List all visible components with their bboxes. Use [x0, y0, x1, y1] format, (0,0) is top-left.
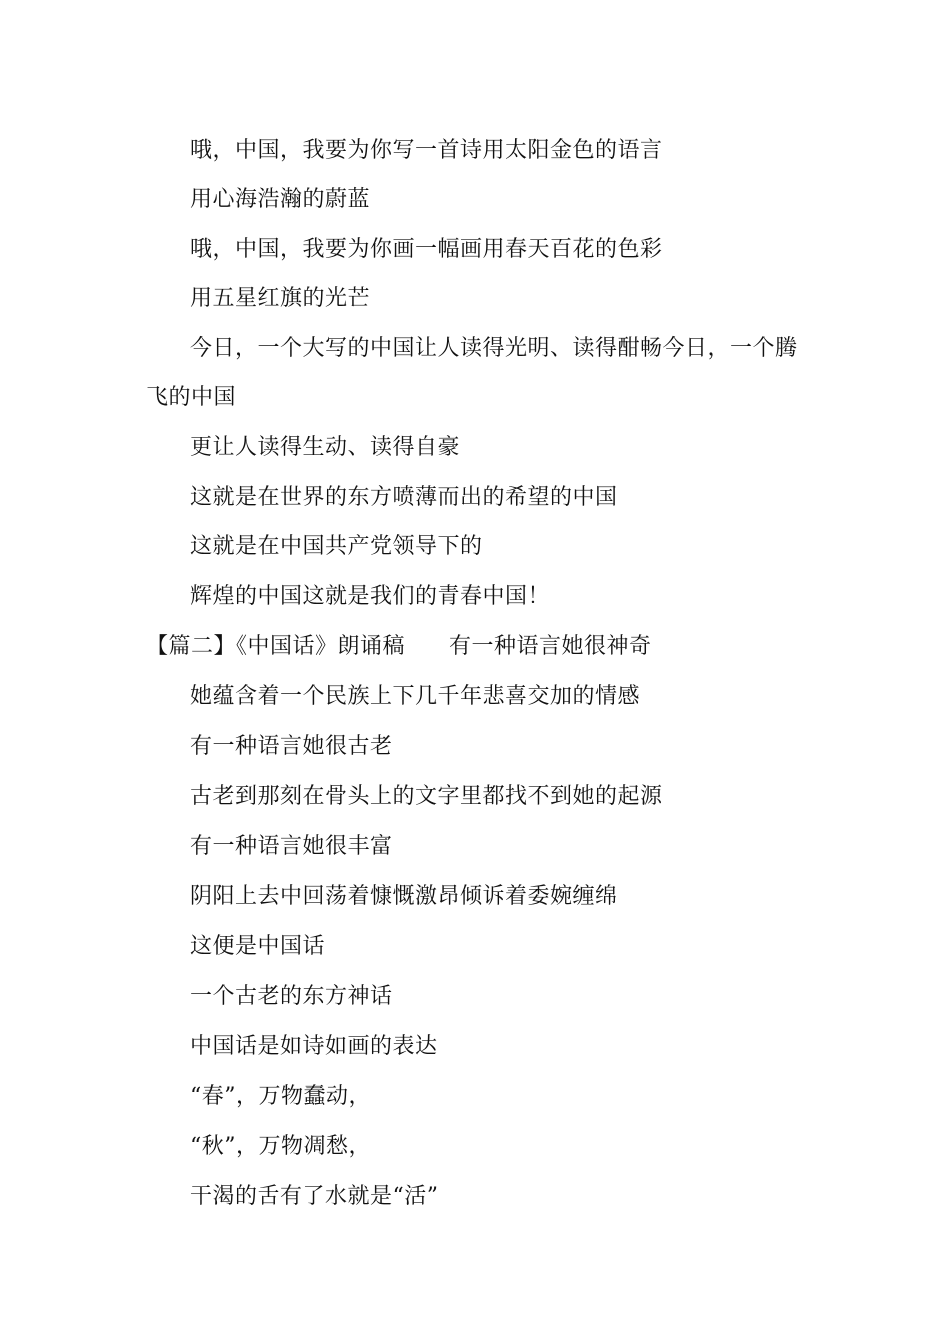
poem-line: 辉煌的中国这就是我们的青春中国！ [190, 584, 551, 609]
poem-line: “秋”，万物凋愁， [190, 1134, 371, 1159]
poem-line: 今日，一个大写的中国让人读得光明、读得酣畅今日，一个腾 [190, 336, 798, 361]
poem-line: 用心海浩瀚的蔚蓝 [190, 187, 371, 212]
poem-line: 更让人读得生动、读得自豪 [190, 435, 461, 460]
section-heading-line [146, 632, 652, 662]
section-first-line: 有一种语言她很神奇 [449, 634, 652, 659]
poem-line: 有一种语言她很丰富 [190, 834, 393, 859]
poem-line: 这就是在中国共产党领导下的 [190, 534, 483, 559]
poem-line: 一个古老的东方神话 [190, 984, 393, 1009]
poem-line: 这便是中国话 [190, 934, 326, 959]
poem-line-continuation: 飞的中国 [146, 385, 237, 410]
poem-line: 中国话是如诗如画的表达 [190, 1034, 438, 1059]
poem-line: 她蕴含着一个民族上下几千年悲喜交加的情感 [190, 684, 641, 709]
poem-line: 这就是在世界的东方喷薄而出的希望的中国 [190, 485, 618, 510]
poem-line: 有一种语言她很古老 [190, 734, 393, 759]
poem-line: 哦，中国，我要为你写一首诗用太阳金色的语言 [190, 138, 663, 163]
poem-line: 阴阳上去中回荡着慷慨激昂倾诉着委婉缠绵 [190, 884, 618, 909]
section-heading: 【篇二】《中国话》朗诵稿 [146, 634, 406, 659]
poem-line: “春”，万物蠢动， [190, 1084, 371, 1109]
poem-line: 古老到那刻在骨头上的文字里都找不到她的起源 [190, 784, 663, 809]
poem-line: 哦，中国，我要为你画一幅画用春天百花的色彩 [190, 237, 663, 262]
poem-line: 干渴的舌有了水就是“活” [190, 1184, 439, 1209]
poem-line: 用五星红旗的光芒 [190, 286, 371, 311]
